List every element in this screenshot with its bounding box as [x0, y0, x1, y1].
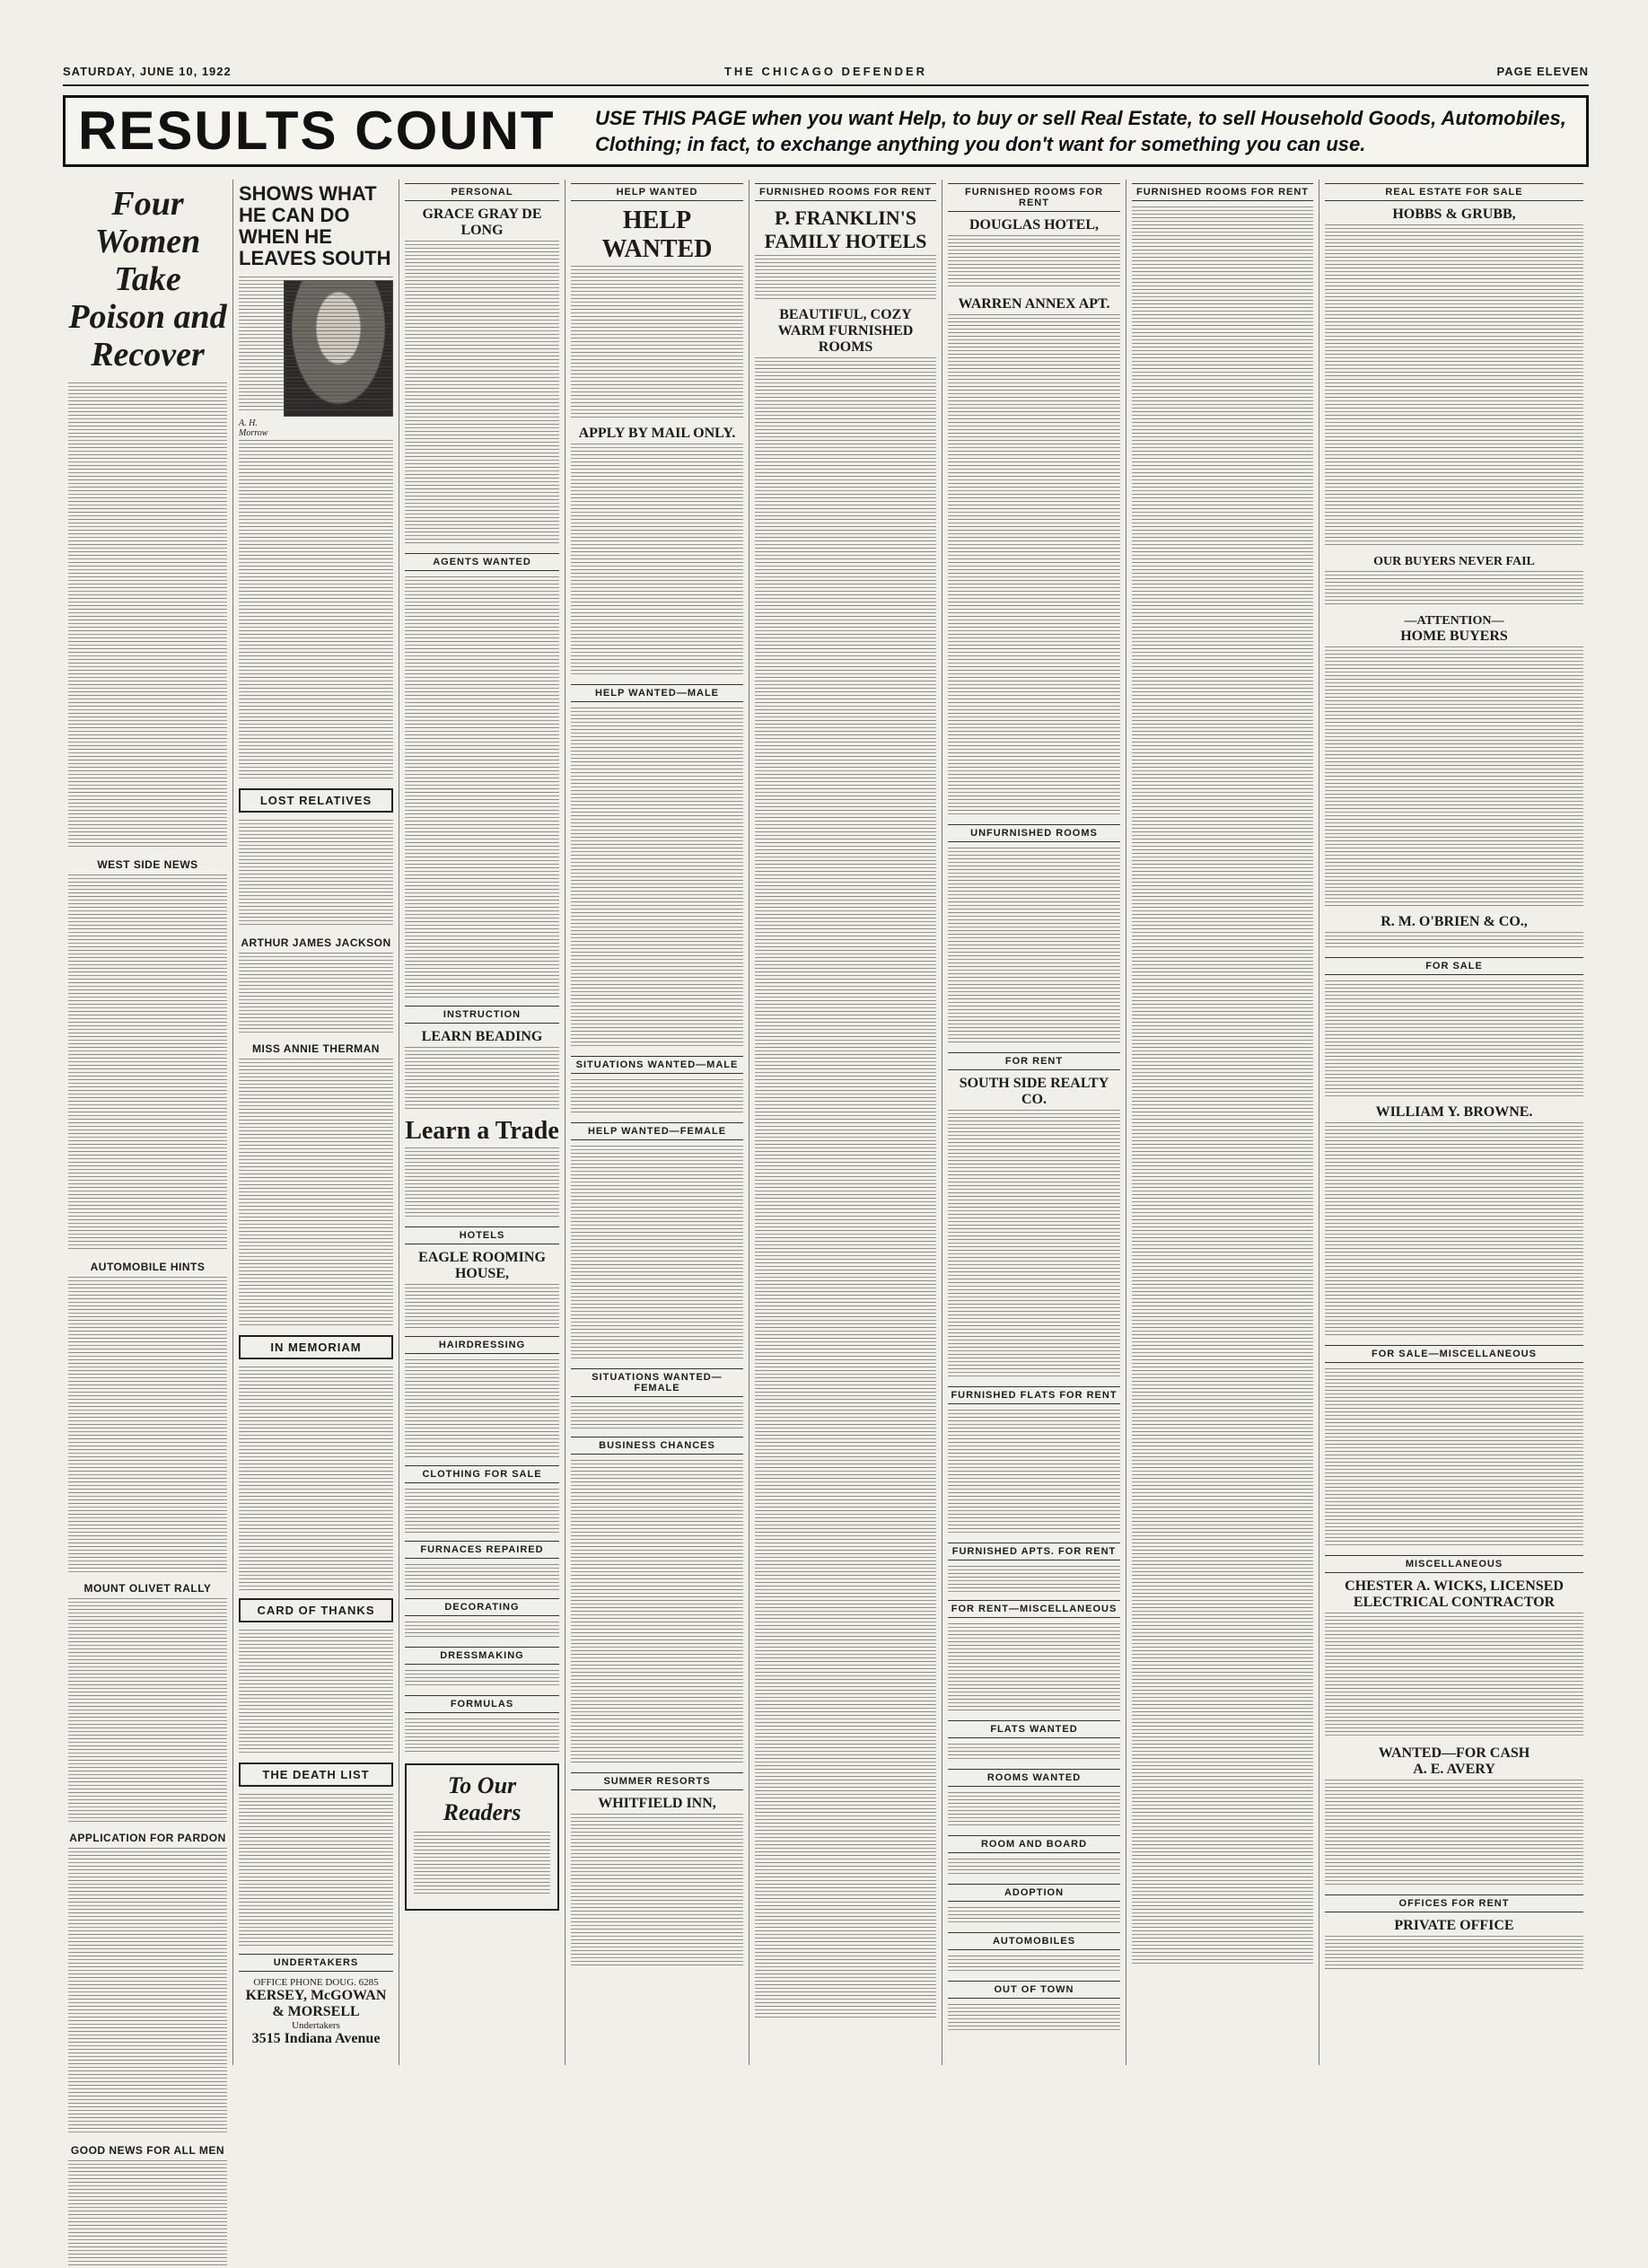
column-furnished-1 — [749, 180, 942, 2065]
classified-text — [948, 848, 1120, 1045]
section-for-rent: FOR RENT — [948, 1052, 1120, 1070]
classified-text — [1325, 1368, 1583, 1548]
section-agents-wanted: AGENTS WANTED — [405, 553, 559, 571]
section-furnished-rooms: FURNISHED ROOMS FOR RENT — [1132, 183, 1313, 201]
headline-four-women: Four Women Take Poison and Recover — [68, 185, 227, 374]
article-text — [68, 1848, 227, 2135]
section-west-side-news: WEST SIDE NEWS — [97, 858, 198, 871]
ad-grace-gray: GRACE GRAY DE LONG — [422, 207, 542, 238]
classified-text — [948, 2004, 1120, 2031]
section-undertakers: UNDERTAKERS — [239, 1954, 393, 1972]
section-mount-olivet: MOUNT OLIVET RALLY — [83, 1582, 212, 1595]
ad-text — [571, 1460, 743, 1765]
ad-text — [571, 444, 743, 677]
section-furnished-flats: FURNISHED FLATS FOR RENT — [948, 1386, 1120, 1404]
column-personal — [399, 180, 565, 2065]
section-furnished-apts: FURNISHED APTS. FOR RENT — [948, 1543, 1120, 1560]
ad-text — [571, 1079, 743, 1115]
section-hotels: HOTELS — [405, 1226, 559, 1244]
ad-text — [755, 255, 936, 300]
section-application-pardon: APPLICATION FOR PARDON — [69, 1832, 226, 1844]
william-browne: WILLIAM Y. BROWNE. — [1375, 1104, 1533, 1120]
classified-text — [948, 1566, 1120, 1593]
issue-date: SATURDAY, JUNE 10, 1922 — [63, 65, 232, 78]
section-personal: PERSONAL — [405, 183, 559, 201]
page-number: PAGE ELEVEN — [1496, 65, 1589, 78]
section-furnished-rooms: FURNISHED ROOMS FOR RENT — [948, 183, 1120, 212]
ad-text — [405, 1489, 559, 1534]
notice-arthur-jackson: ARTHUR JAMES JACKSON — [241, 936, 391, 949]
franklins-hotels: P. FRANKLIN'S FAMILY HOTELS — [764, 207, 927, 252]
paper-name: THE CHICAGO DEFENDER — [723, 65, 928, 78]
section-room-board: ROOM AND BOARD — [948, 1835, 1120, 1853]
section-sale-misc: FOR SALE—MISCELLANEOUS — [1325, 1345, 1583, 1363]
article-text — [68, 1277, 227, 1573]
ad-text — [571, 708, 743, 1049]
notice-text — [239, 820, 393, 927]
ad-text — [571, 1146, 743, 1361]
classified-text — [948, 314, 1120, 817]
warren-annex: WARREN ANNEX APT. — [958, 296, 1110, 312]
ad-text — [405, 1564, 559, 1591]
article-text — [68, 1598, 227, 1823]
douglas-hotel: DOUGLAS HOTEL, — [969, 217, 1100, 233]
section-automobile-hints: AUTOMOBILE HINTS — [90, 1261, 206, 1273]
classified-text — [1325, 1122, 1583, 1338]
classified-text — [948, 1410, 1120, 1535]
photo-caption: A. H. Morrow — [239, 418, 268, 438]
section-formulas: FORMULAS — [405, 1695, 559, 1713]
classified-text — [1325, 1936, 1583, 1972]
article-text — [68, 382, 227, 849]
ad-text — [405, 1622, 559, 1639]
ad-text — [405, 1147, 559, 1219]
undertaker-label: Undertakers — [292, 2020, 340, 2031]
section-death-list: THE DEATH LIST — [239, 1763, 393, 1787]
section-in-memoriam: IN MEMORIAM — [239, 1335, 393, 1359]
beautiful-rooms: BEAUTIFUL, COZY WARM FURNISHED ROOMS — [777, 307, 914, 355]
eagle-rooming-house: EAGLE ROOMING HOUSE, — [418, 1250, 546, 1281]
notice-text — [239, 1059, 393, 1328]
section-decorating: DECORATING — [405, 1598, 559, 1616]
ad-text — [405, 576, 559, 998]
section-lost-relatives: LOST RELATIVES — [239, 788, 393, 813]
classified-text — [1325, 1780, 1583, 1887]
notice-text — [239, 1367, 393, 1591]
classified-text — [948, 1956, 1120, 1974]
apply-by-mail: APPLY BY MAIL ONLY. — [578, 426, 736, 441]
article-text — [239, 277, 393, 411]
ad-text — [405, 1284, 559, 1329]
headline-shows-what: SHOWS WHAT HE CAN DO WHEN HE LEAVES SOUTH — [239, 182, 391, 269]
section-real-estate: REAL ESTATE FOR SALE — [1325, 183, 1583, 201]
classified-text — [948, 1907, 1120, 1925]
column-real-estate — [1319, 180, 1589, 2065]
to-our-readers: To Our Readers — [443, 1772, 522, 1825]
help-wanted-display: HELP WANTED — [601, 207, 713, 263]
section-business-chances: BUSINESS CHANCES — [571, 1437, 743, 1455]
notice-text — [239, 953, 393, 1033]
section-help-wanted: HELP WANTED — [571, 183, 743, 201]
section-for-sale: FOR SALE — [1325, 957, 1583, 975]
south-side-realty: SOUTH SIDE REALTY CO. — [959, 1076, 1109, 1107]
section-rooms-wanted: ROOMS WANTED — [948, 1769, 1120, 1787]
ad-text — [405, 1670, 559, 1688]
banner-title: RESULTS COUNT — [78, 101, 556, 161]
classified-text — [1325, 646, 1583, 907]
section-card-of-thanks: CARD OF THANKS — [239, 1598, 393, 1622]
chester-wicks: CHESTER A. WICKS, LICENSED ELECTRICAL CONTRACTOR — [1345, 1578, 1564, 1610]
classified-text — [948, 1110, 1120, 1379]
notice-text — [239, 1630, 393, 1755]
home-buyers: HOME BUYERS — [1400, 629, 1508, 644]
undertaker-address: 3515 Indiana Avenue — [251, 2031, 381, 2046]
section-situations-male: SITUATIONS WANTED—MALE — [571, 1056, 743, 1074]
columns — [63, 180, 1589, 2157]
notice-text — [239, 1794, 393, 1947]
ad-text — [571, 266, 743, 418]
section-clothing-sale: CLOTHING FOR SALE — [405, 1465, 559, 1483]
column-news-2 — [233, 180, 399, 2065]
notice-annie-therman: MISS ANNIE THERMAN — [252, 1042, 380, 1055]
section-good-news: GOOD NEWS FOR ALL MEN — [70, 2144, 225, 2157]
ad-text — [571, 1402, 743, 1429]
ad-text — [571, 1814, 743, 1966]
photo-block — [239, 277, 393, 438]
section-hairdressing: HAIRDRESSING — [405, 1336, 559, 1354]
classified-text — [1325, 224, 1583, 548]
section-dressmaking: DRESSMAKING — [405, 1647, 559, 1665]
section-furnished-rooms: FURNISHED ROOMS FOR RENT — [755, 183, 936, 201]
learn-beading: LEARN BEADING — [421, 1029, 543, 1044]
column-furnished-2 — [942, 180, 1126, 2065]
section-out-of-town: OUT OF TOWN — [948, 1981, 1120, 1999]
classified-text — [948, 1859, 1120, 1877]
classified-text — [755, 357, 936, 2018]
article-text — [239, 440, 393, 781]
section-unfurnished-rooms: UNFURNISHED ROOMS — [948, 824, 1120, 842]
column-help-wanted — [565, 180, 749, 2065]
section-help-wanted-male: HELP WANTED—MALE — [571, 684, 743, 702]
wanted-for-cash: WANTED—FOR CASH — [1378, 1745, 1530, 1761]
article-text — [68, 875, 227, 1252]
classified-text — [1132, 207, 1313, 1966]
classified-text — [948, 1623, 1120, 1713]
box-text — [414, 1832, 550, 1894]
undertaker-phone: OFFICE PHONE DOUG. 6285 — [253, 1977, 379, 1988]
hobbs-grubb: HOBBS & GRUBB, — [1392, 207, 1516, 222]
section-furnaces: FURNACES REPAIRED — [405, 1541, 559, 1559]
ad-text — [405, 1047, 559, 1110]
dateline — [63, 63, 1589, 86]
column-news — [63, 180, 233, 2157]
section-flats-wanted: FLATS WANTED — [948, 1720, 1120, 1738]
section-help-wanted-female: HELP WANTED—FEMALE — [571, 1122, 743, 1140]
ae-avery: A. E. AVERY — [1413, 1762, 1495, 1777]
ad-text — [405, 1359, 559, 1458]
undertaker-firm: KERSEY, McGOWAN & MORSELL — [245, 1988, 387, 2019]
attention: —ATTENTION— — [1404, 614, 1504, 628]
ad-text — [405, 241, 559, 546]
section-miscellaneous: MISCELLANEOUS — [1325, 1555, 1583, 1573]
section-situations-female: SITUATIONS WANTED—FEMALE — [571, 1368, 743, 1397]
obrien-co: R. M. O'BRIEN & CO., — [1381, 914, 1528, 929]
classified-text — [1325, 980, 1583, 1097]
classified-text — [1325, 1613, 1583, 1738]
section-rent-misc: FOR RENT—MISCELLANEOUS — [948, 1600, 1120, 1618]
ad-text — [405, 1719, 559, 1754]
classified-text — [948, 1792, 1120, 1828]
classified-text — [948, 1744, 1120, 1762]
ad-text — [948, 235, 1120, 289]
section-adoption: ADOPTION — [948, 1884, 1120, 1902]
newspaper-page — [63, 54, 1589, 2157]
results-count-banner — [63, 95, 1589, 167]
section-offices: OFFICES FOR RENT — [1325, 1894, 1583, 1912]
classified-text — [1325, 932, 1583, 950]
column-furnished-3 — [1126, 180, 1319, 2065]
private-office: PRIVATE OFFICE — [1394, 1918, 1514, 1933]
section-summer-resorts: SUMMER RESORTS — [571, 1772, 743, 1790]
to-our-readers-box — [405, 1763, 559, 1911]
classified-text — [1325, 571, 1583, 607]
section-instruction: INSTRUCTION — [405, 1006, 559, 1024]
whitfield-inn: WHITFIELD INN, — [598, 1796, 716, 1811]
buyers-never-fail: OUR BUYERS NEVER FAIL — [1373, 555, 1535, 568]
learn-a-trade: Learn a Trade — [405, 1117, 559, 1145]
banner-subtitle: USE THIS PAGE when you want Help, to buy or sell Real Estate, to sell Household Goods, Automobiles, Clothing; in fact, to exchange anything you don't want for something you can use. — [595, 107, 1566, 155]
article-text — [68, 2160, 227, 2268]
section-automobiles: AUTOMOBILES — [948, 1932, 1120, 1950]
